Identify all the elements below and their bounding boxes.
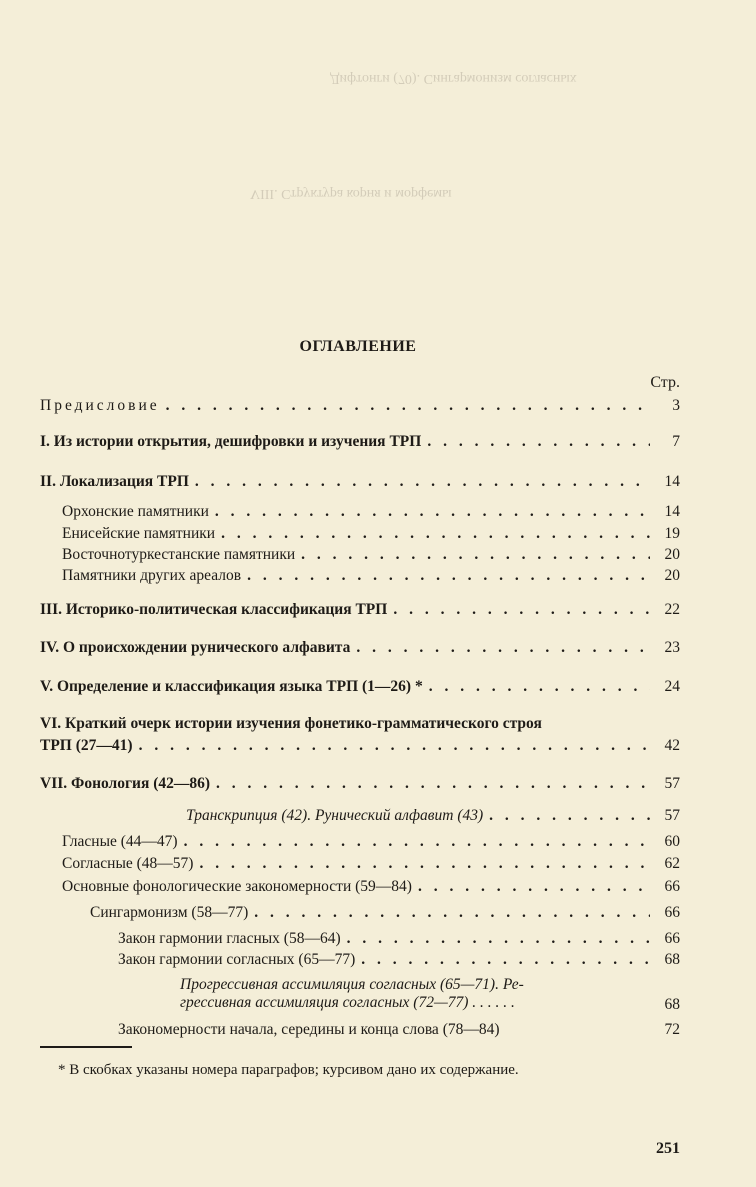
toc-entry-text: Предисловие xyxy=(40,397,160,414)
toc-entry-page: 57 xyxy=(664,807,680,824)
leader-dots xyxy=(221,524,650,544)
toc-entry[interactable] xyxy=(40,714,680,734)
toc-entry-page: 57 xyxy=(664,775,680,792)
toc-entry-page: 68 xyxy=(664,996,680,1013)
toc-subentry[interactable] xyxy=(62,545,680,565)
leader-dots xyxy=(215,502,650,522)
toc-entry-text: II. Локализация ТРП xyxy=(40,473,189,490)
toc-entry-page: 14 xyxy=(664,503,680,520)
toc-entry[interactable] xyxy=(40,396,680,416)
toc-subentry-multiline[interactable] xyxy=(180,976,680,1012)
toc-entry-text: Енисейские памятники xyxy=(62,525,216,542)
toc-entry-page: 14 xyxy=(664,473,680,490)
leader-dots xyxy=(489,806,650,826)
toc-entry-text: Орхонские памятники xyxy=(62,503,209,520)
leader-dots xyxy=(184,832,650,852)
toc-entry-text: Основные фонологические закономерности (59—84) xyxy=(62,878,412,895)
toc-entry[interactable] xyxy=(40,638,680,658)
toc-subentry[interactable] xyxy=(118,950,680,970)
leader-dots xyxy=(393,600,650,620)
toc-subentry[interactable] xyxy=(90,903,680,923)
leader-dots xyxy=(166,396,650,416)
toc-entry-text: Согласные (48—57) xyxy=(62,855,194,872)
toc-entry-text: Закон гармонии согласных (65—77) xyxy=(118,951,356,968)
leader-dots xyxy=(427,432,650,452)
leader-dots xyxy=(139,736,650,756)
toc-entry-text: Закон гармонии гласных (58—64) xyxy=(118,930,341,947)
toc-entry-page: 68 xyxy=(664,951,680,968)
toc-entry-text: Памятники других ареалов xyxy=(62,567,242,584)
toc-entry-text: III. Историко-политическая классификация ТРП xyxy=(40,601,388,618)
toc-entry-page: 7 xyxy=(672,433,680,450)
toc-entry-text: Сингармонизм (58—77) xyxy=(90,904,249,921)
bleed-through-text: Дифтонги (70). Сингармонизм согласных xyxy=(330,71,577,86)
toc-entry-page: 22 xyxy=(664,601,680,618)
toc-entry[interactable] xyxy=(40,677,680,697)
toc-subentry[interactable] xyxy=(62,832,680,852)
toc-subentry[interactable] xyxy=(118,929,680,949)
toc-entry[interactable] xyxy=(40,774,680,794)
toc-subentry[interactable] xyxy=(186,806,680,826)
toc-subentry[interactable] xyxy=(62,877,680,897)
toc-entry-continued[interactable] xyxy=(40,736,680,756)
bleed-through-text: VIII. Структура корня и морфемы xyxy=(250,186,452,201)
toc-entry-page: 42 xyxy=(664,737,680,754)
leader-dots xyxy=(347,929,650,949)
leader-dots xyxy=(254,903,650,923)
leader-dots xyxy=(247,566,650,586)
toc-entry[interactable] xyxy=(40,600,680,620)
toc-entry-text: Гласные (44—47) xyxy=(62,833,178,850)
toc-entry-text: V. Определение и классификация языка ТРП (1—26) * xyxy=(40,678,423,695)
leader-dots xyxy=(356,638,650,658)
toc-entry-page: 20 xyxy=(664,546,680,563)
toc-entry-page: 19 xyxy=(664,525,680,542)
toc-entry-text: VII. Фонология (42—86) xyxy=(40,775,211,792)
toc-entry-text: ТРП (27—41) xyxy=(40,737,133,754)
leader-dots xyxy=(216,774,650,794)
toc-entry-text: Восточнотуркестанские памятники xyxy=(62,546,296,563)
leader-dots xyxy=(361,950,650,970)
leader-dots xyxy=(199,854,650,874)
leader-dots xyxy=(418,877,650,897)
toc-entry-page: 3 xyxy=(672,397,680,414)
toc-entry[interactable] xyxy=(40,432,680,452)
leader-dots xyxy=(301,545,650,565)
toc-subentry[interactable] xyxy=(118,1020,680,1040)
toc-entry-page: 24 xyxy=(664,678,680,695)
toc-entry-page: 72 xyxy=(664,1021,680,1038)
footnote: * В скобках указаны номера параграфов; курсивом дано их содержание. xyxy=(58,1062,519,1078)
leader-dots xyxy=(429,677,650,697)
page-number: 251 xyxy=(656,1140,680,1157)
toc-entry-page: 60 xyxy=(664,833,680,850)
toc-entry-text: I. Из истории открытия, дешифровки и изучения ТРП xyxy=(40,433,422,450)
toc-entry-text: Закономерности начала, середины и конца слова (78—84) xyxy=(118,1021,500,1038)
toc-entry-text: грессивная ассимиляция согласных (72—77) . . . . . . xyxy=(180,994,515,1011)
toc-entry-page: 62 xyxy=(664,855,680,872)
leader-dots xyxy=(195,472,650,492)
toc-subentry[interactable] xyxy=(62,502,680,522)
toc-entry-text: Прогрессивная ассимиляция согласных (65—71). Ре- xyxy=(180,976,524,993)
toc-entry-page: 20 xyxy=(664,567,680,584)
toc-entry-page: 66 xyxy=(664,930,680,947)
toc-subentry[interactable] xyxy=(62,566,680,586)
toc-entry-text: VI. Краткий очерк истории изучения фонетико-грамматического строя xyxy=(40,715,542,732)
toc-entry-page: 66 xyxy=(664,904,680,921)
toc-subentry[interactable] xyxy=(62,524,680,544)
toc-entry-text: Транскрипция (42). Рунический алфавит (43) xyxy=(186,807,484,824)
page-column-label: Стр. xyxy=(650,374,680,391)
toc-subentry[interactable] xyxy=(62,854,680,874)
footnote-divider xyxy=(40,1046,132,1048)
toc-entry-text: IV. О происхождении рунического алфавита xyxy=(40,639,351,656)
toc-entry-page: 66 xyxy=(664,878,680,895)
toc-entry[interactable] xyxy=(40,472,680,492)
page-title: ОГЛАВЛЕНИЕ xyxy=(299,338,417,355)
toc-entry-page: 23 xyxy=(664,639,680,656)
